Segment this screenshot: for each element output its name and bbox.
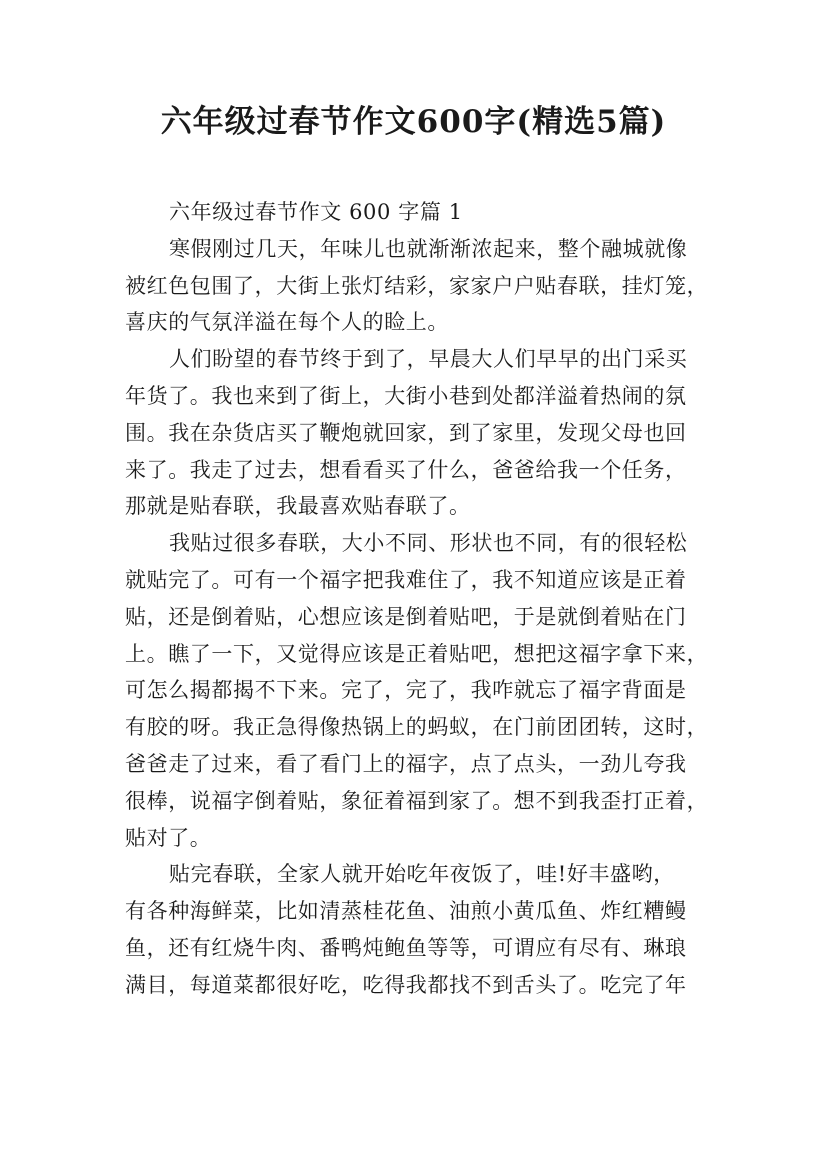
paragraph-line: 喜庆的气氛洋溢在每个人的睑上。 <box>125 310 449 335</box>
paragraph-line: 可怎么揭都揭不下来。完了，完了，我咋就忘了福字背面是 <box>125 678 687 703</box>
paragraph-line: 围。我在杂货店买了鞭炮就回家，到了家里，发现父母也回 <box>125 420 687 445</box>
paragraph-line: 被红色包围了，大街上张灯结彩，家家户户贴春联，挂灯笼， <box>125 273 709 298</box>
paragraph-line: 寒假刚过几天，年味儿也就渐渐浓起来，整个融城就像 <box>169 236 688 261</box>
paragraph-line: 有各种海鲜菜，比如清蒸桂花鱼、油煎小黄瓜鱼、炸红糟鳗 <box>125 899 687 924</box>
paragraph-line: 来了。我走了过去，想看看买了什么，爸爸给我一个任务， <box>125 457 687 482</box>
paragraph-line: 很棒，说福字倒着贴，象征着福到家了。想不到我歪打正着， <box>125 788 709 813</box>
paragraph-line: 爸爸走了过来，看了看门上的福字，点了点头，一劲儿夸我 <box>125 751 687 776</box>
paragraph-line: 贴完春联，全家人就开始吃年夜饭了，哇!好丰盛哟， <box>169 862 675 887</box>
paragraph-line: 上。瞧了一下，又觉得应该是正着贴吧，想把这福字拿下来， <box>125 641 709 666</box>
paragraph-line: 贴对了。 <box>125 825 212 850</box>
paragraph-line: 人们盼望的春节终于到了，早晨大人们早早的出门采买 <box>169 347 688 372</box>
section-heading: 六年级过春节作文 600 字篇 1 <box>169 200 463 224</box>
paragraph-line: 满目，每道菜都很好吃，吃得我都找不到舌头了。吃完了年 <box>125 972 687 997</box>
paragraph-line: 我贴过很多春联，大小不同、形状也不同，有的很轻松 <box>169 531 688 556</box>
paragraph-line: 有胶的呀。我正急得像热锅上的蚂蚁，在门前团团转，这时， <box>125 715 709 740</box>
paragraph-line: 那就是贴春联，我最喜欢贴春联了。 <box>125 494 471 519</box>
document-title: 六年级过春节作文600字(精选5篇) <box>160 104 667 140</box>
paragraph-line: 贴，还是倒着贴，心想应该是倒着贴吧，于是就倒着贴在门 <box>125 604 687 629</box>
essay-body <box>125 194 709 1004</box>
paragraph-line: 就贴完了。可有一个福字把我难住了，我不知道应该是正着 <box>125 567 687 592</box>
paragraph-line: 年货了。我也来到了街上，大街小巷到处都洋溢着热闹的氛 <box>125 383 687 408</box>
paragraph-line: 鱼，还有红烧牛肉、番鸭炖鲍鱼等等，可谓应有尽有、琳琅 <box>125 935 687 960</box>
